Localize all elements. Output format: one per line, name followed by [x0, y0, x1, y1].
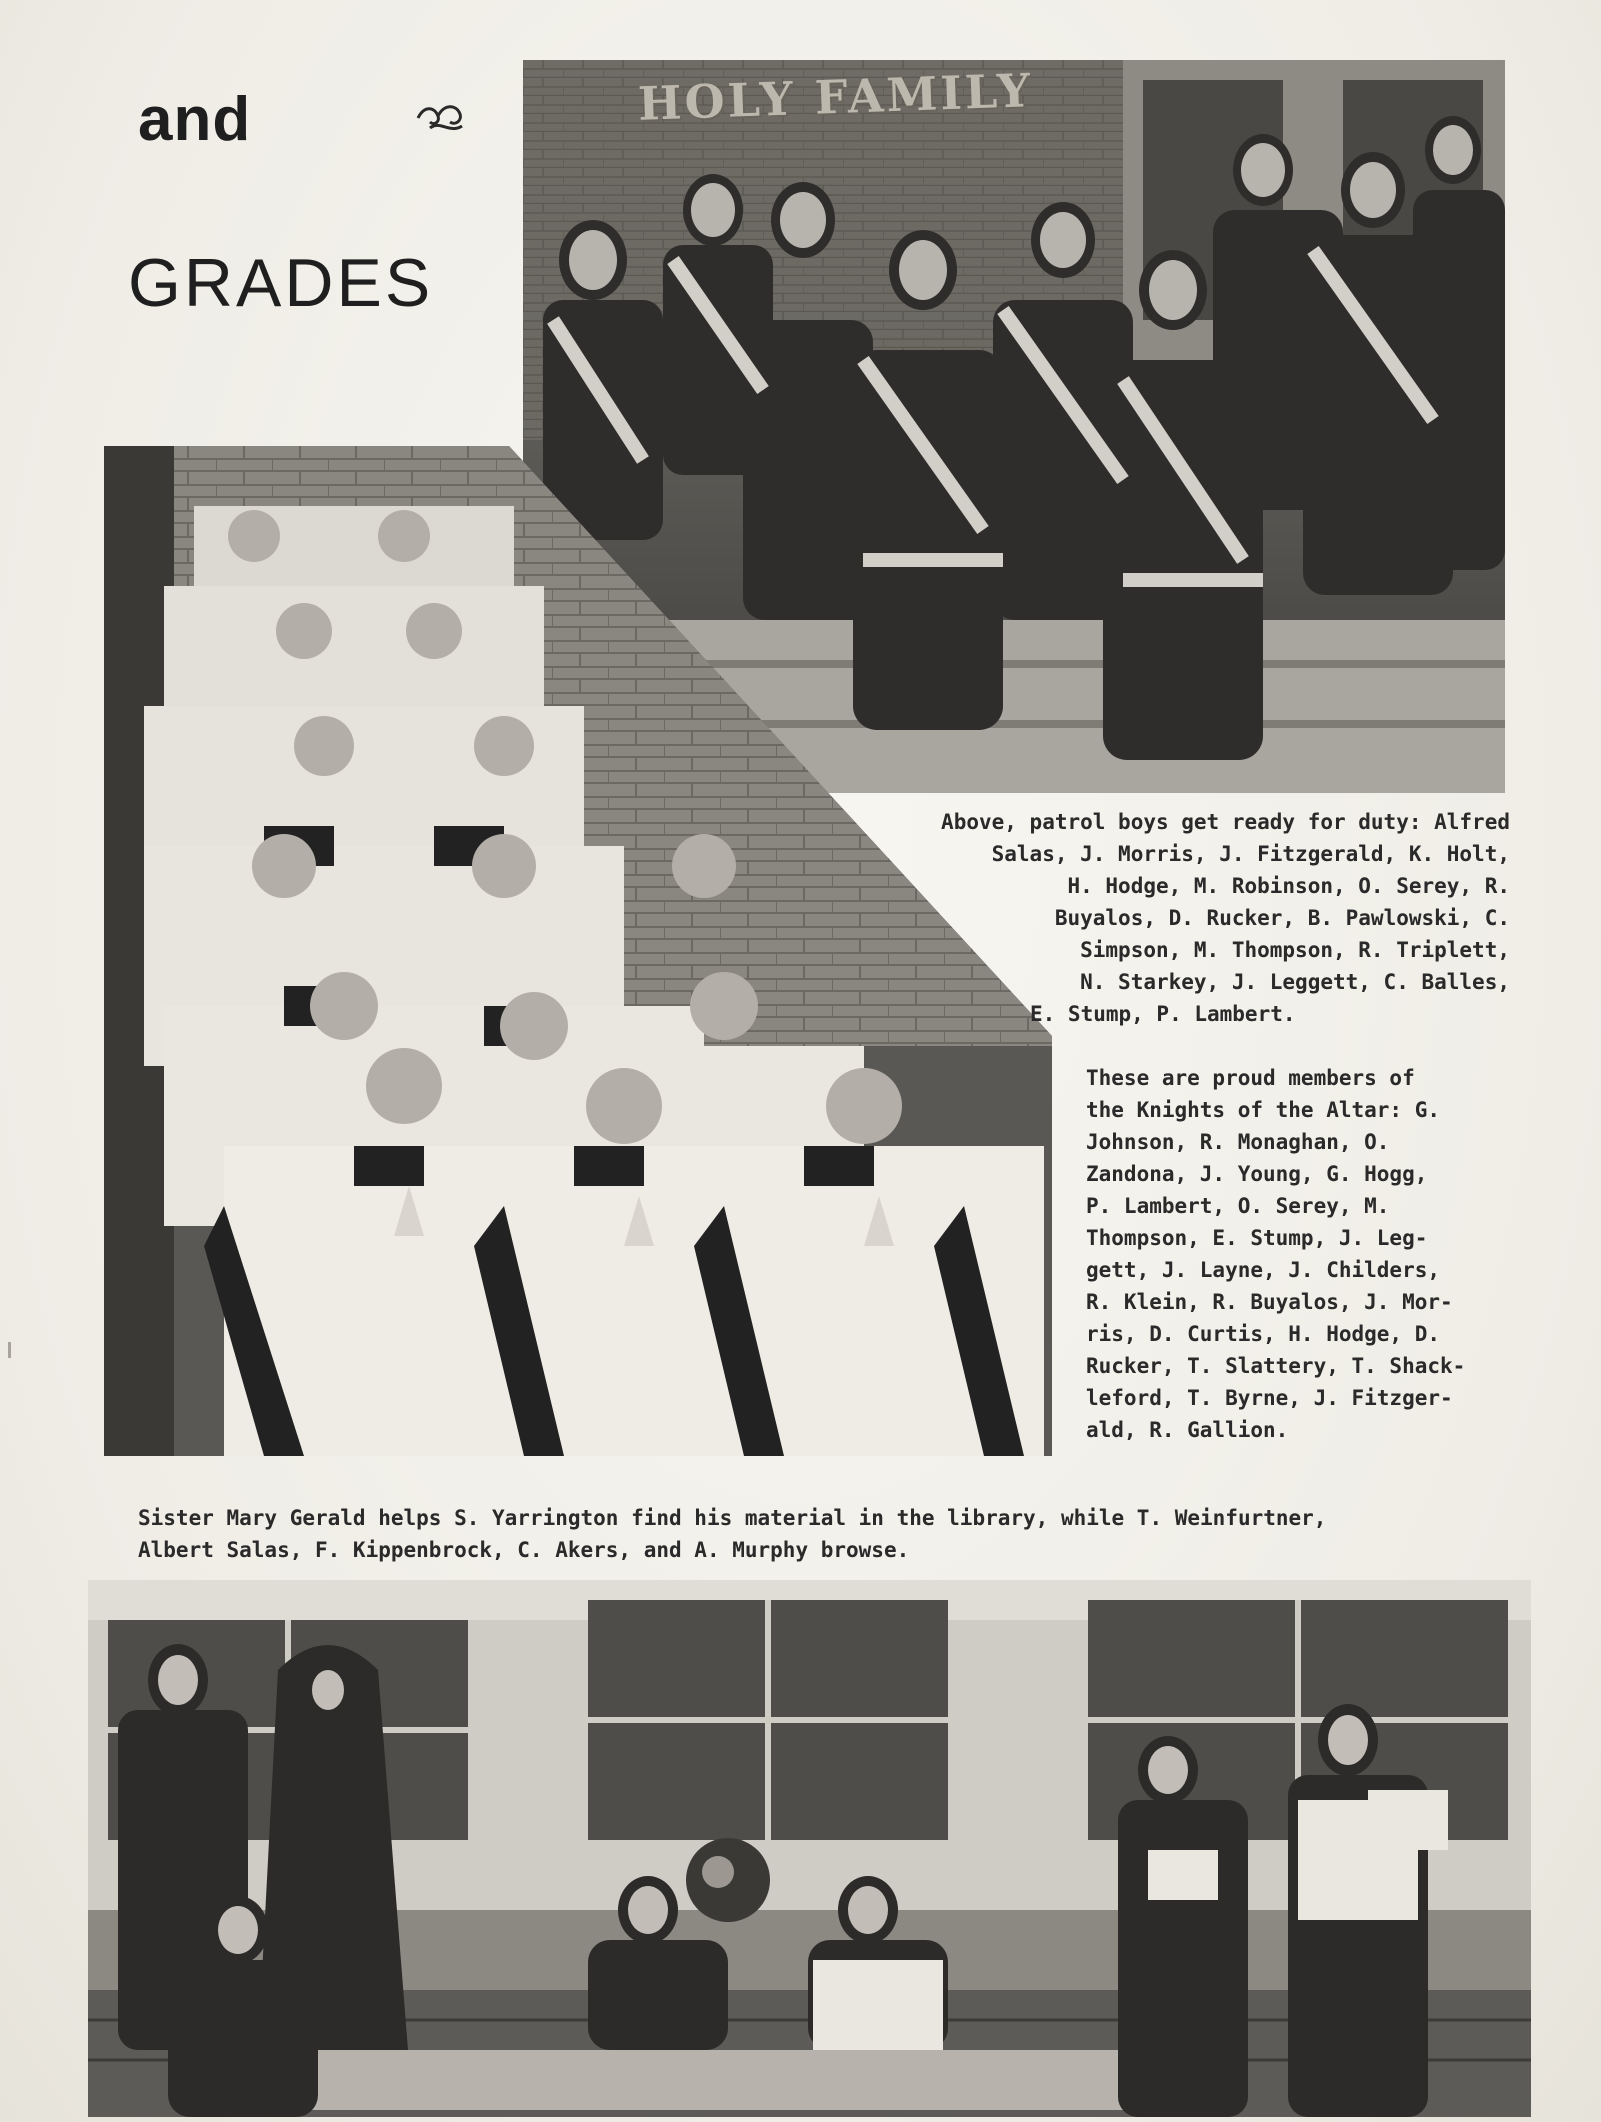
patrol-caption-line: E. Stump, P. Lambert.	[1030, 1002, 1296, 1026]
heading-grades: GRADES	[128, 245, 434, 321]
scan-mark	[8, 1342, 11, 1358]
altar-caption-line: leford, T. Byrne, J. Fitzger-	[1086, 1386, 1453, 1410]
patrol-caption-line: H. Hodge, M. Robinson, O. Serey, R.	[1067, 874, 1510, 898]
fleuron-ornament	[410, 98, 470, 138]
library-photo-art	[88, 1580, 1531, 2117]
library-caption-line: Sister Mary Gerald helps S. Yarrington find his material in the library, while T. Weinfurtner,	[138, 1506, 1327, 1530]
library-photo	[88, 1580, 1531, 2117]
altar-caption-line: the Knights of the Altar: G.	[1086, 1098, 1441, 1122]
patrol-caption-line: N. Starkey, J. Leggett, C. Balles,	[1080, 970, 1510, 994]
altar-caption-line: These are proud members of	[1086, 1066, 1415, 1090]
library-caption-line: Albert Salas, F. Kippenbrock, C. Akers, and A. Murphy browse.	[138, 1538, 910, 1562]
altar-caption-line: ald, R. Gallion.	[1086, 1418, 1289, 1442]
patrol-caption-line: Simpson, M. Thompson, R. Triplett,	[1080, 938, 1510, 962]
patrol-caption-line: Salas, J. Morris, J. Fitzgerald, K. Holt,	[991, 842, 1510, 866]
altar-caption	[1086, 1062, 1526, 1446]
patrol-caption-line: Buyalos, D. Rucker, B. Pawlowski, C.	[1054, 906, 1510, 930]
heading-and: and	[138, 85, 252, 154]
altar-caption-line: Thompson, E. Stump, J. Leg-	[1086, 1226, 1428, 1250]
holy-family-sign: HOLY FAMILY	[637, 63, 1034, 131]
altar-caption-line: Zandona, J. Young, G. Hogg,	[1086, 1162, 1428, 1186]
altar-caption-line: gett, J. Layne, J. Childers,	[1086, 1258, 1441, 1282]
altar-caption-line: R. Klein, R. Buyalos, J. Mor-	[1086, 1290, 1453, 1314]
altar-caption-line: P. Lambert, O. Serey, M.	[1086, 1194, 1390, 1218]
altar-caption-line: Johnson, R. Monaghan, O.	[1086, 1130, 1390, 1154]
altar-caption-line: Rucker, T. Slattery, T. Shack-	[1086, 1354, 1466, 1378]
library-caption	[138, 1502, 1518, 1566]
patrol-caption	[680, 806, 1510, 1030]
altar-caption-line: ris, D. Curtis, H. Hodge, D.	[1086, 1322, 1441, 1346]
patrol-caption-line: Above, patrol boys get ready for duty: Alfred	[941, 810, 1510, 834]
